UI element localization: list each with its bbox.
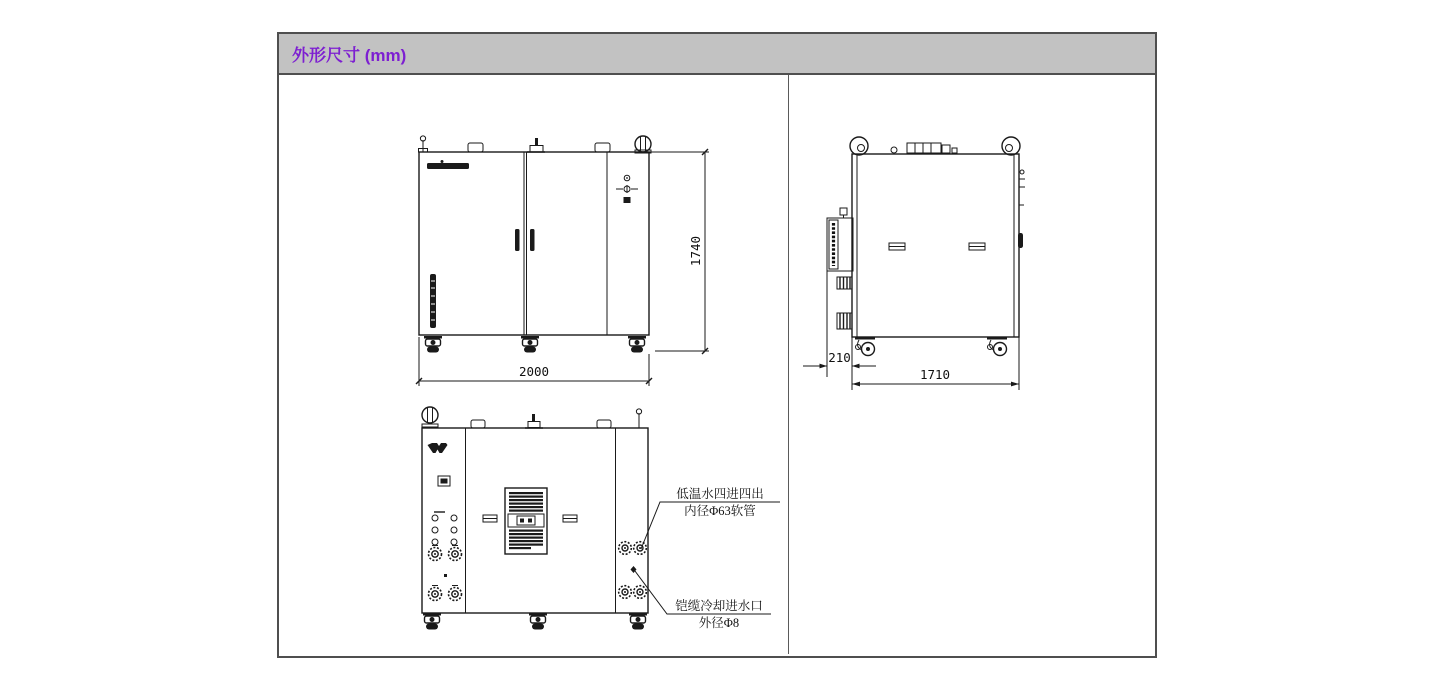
ribbed-connector-icon: [837, 277, 852, 289]
lifting-ring-icon: [850, 137, 868, 155]
small-mark: [444, 574, 447, 577]
lifting-ring-icon: [635, 136, 651, 153]
lifting-pad-icon: [471, 420, 485, 428]
coolant-annotation-line2: 内径Φ63软管: [684, 504, 756, 518]
vent-slot-icon: [969, 243, 985, 250]
vent-grille: [505, 488, 547, 554]
lifting-pad-icon: [597, 420, 611, 428]
panel-body: [279, 75, 1155, 654]
side-connector-panel: [827, 208, 853, 329]
small-port-icons: [432, 515, 457, 545]
front-casters: [424, 336, 646, 353]
lifting-pad-icon: [595, 143, 610, 152]
top-bracket-icon: [527, 138, 545, 152]
caster-side-icon: [987, 337, 1007, 356]
cable-annotation-line1: 铠缆冷却进水口: [675, 599, 763, 613]
dim-text-width: 2000: [518, 364, 550, 379]
spec-panel: [277, 32, 1157, 658]
rear-connector-strip: [428, 443, 462, 601]
vent-slot-icon: [483, 515, 497, 522]
ribbed-connector-icon: [837, 313, 852, 329]
caster-icon: [629, 613, 647, 630]
side-view: [803, 137, 1025, 390]
cable-annotation-line2: 外径Φ8: [698, 616, 740, 630]
caster-icon: [423, 613, 441, 630]
water-port-icon: [429, 546, 442, 561]
dim-text-depth: 210: [828, 350, 851, 365]
panel-title: 外形尺寸 (mm): [292, 46, 407, 65]
dim-text-height: 1740: [688, 235, 703, 267]
lifting-ring-icon: [422, 407, 438, 427]
lifting-ring-icon: [1002, 137, 1020, 155]
caster-side-icon: [855, 337, 875, 356]
water-port-icon: [634, 542, 647, 555]
coolant-annotation: [641, 486, 780, 549]
top-fittings-side: [891, 143, 957, 153]
panel-header: [279, 34, 1155, 75]
side-cabinet-outline: [852, 154, 1019, 337]
lifting-pad-icon: [468, 143, 483, 152]
water-port-icon: [619, 542, 632, 555]
water-port-icon: [449, 586, 462, 601]
fan-unit-icon: [508, 514, 544, 527]
rear-casters: [423, 613, 647, 630]
water-port-icon: [619, 586, 632, 599]
front-view: [416, 136, 709, 386]
dim-height-1740: [649, 149, 709, 354]
coolant-port-group: [619, 542, 647, 599]
front-and-rear-drawings: [279, 75, 789, 654]
top-bracket-icon: [525, 414, 543, 428]
drawing-cell-right: [789, 75, 1155, 654]
dim-width-1710: [852, 337, 1019, 390]
brand-logo-mark: [427, 160, 469, 169]
cable-annotation: [635, 571, 771, 630]
top-fittings-front: [419, 136, 652, 153]
caster-icon: [628, 336, 646, 353]
dim-width-2000: [416, 337, 652, 386]
drawing-cell-left: [279, 75, 789, 654]
model-label-mark: [430, 274, 436, 328]
water-port-icon: [449, 546, 462, 561]
top-fittings-rear: [422, 407, 642, 428]
caster-icon: [521, 336, 539, 353]
caster-icon: [424, 336, 442, 353]
coolant-annotation-line1: 低温水四进四出: [676, 487, 764, 501]
rear-view: [422, 407, 780, 630]
vent-slot-icon: [563, 515, 577, 522]
vent-slot-icon: [889, 243, 905, 250]
side-drawing: [789, 75, 1154, 654]
square-connector-icon: [438, 476, 450, 486]
dim-text-width-side: 1710: [919, 367, 951, 382]
water-port-icon: [634, 586, 647, 599]
water-port-icon: [429, 586, 442, 601]
caster-icon: [529, 613, 547, 630]
logo-mark-small: [428, 443, 448, 453]
indicator-emblem: [616, 175, 638, 203]
door-handle-icons: [515, 229, 535, 251]
pin-fitting-icon: [636, 409, 641, 428]
